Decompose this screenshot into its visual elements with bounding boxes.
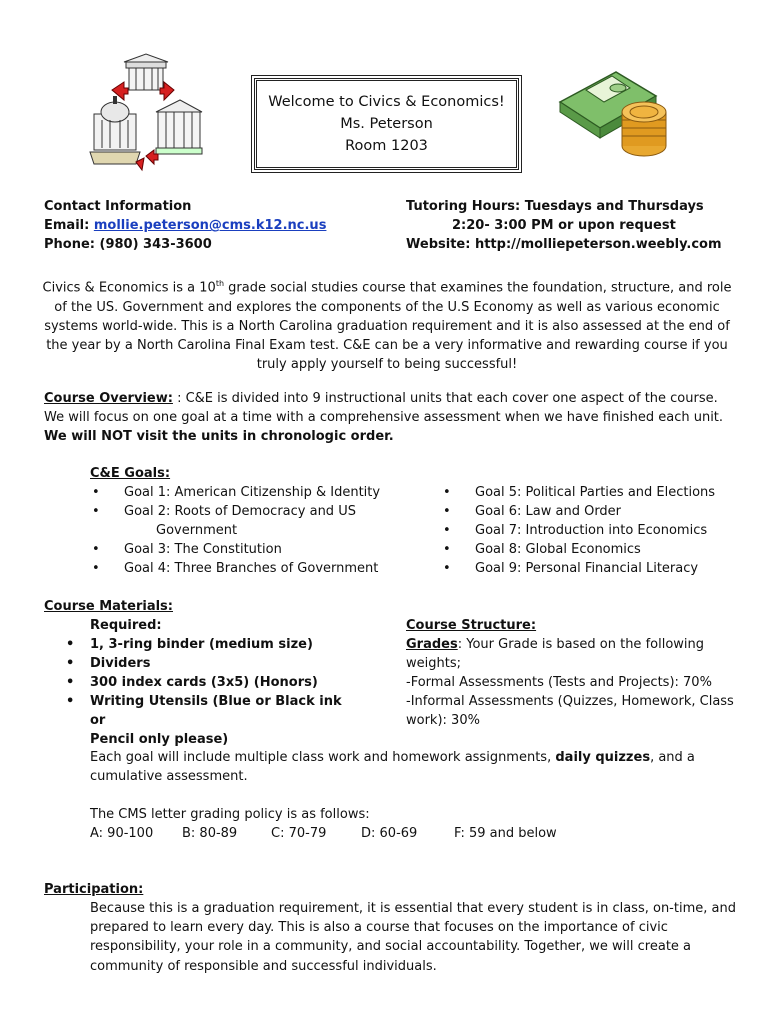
- contact-heading: Contact Information: [44, 199, 192, 214]
- goal-item: [92, 540, 392, 559]
- email-link[interactable]: mollie.peterson@cms.k12.nc.us: [93, 218, 327, 233]
- intro-superscript: th: [215, 279, 225, 288]
- informal-assessments: -Informal Assessments (Quizzes, Homework, Class: [406, 694, 734, 709]
- materials-heading: Course Materials:: [44, 599, 173, 614]
- goal-5: Goal 5: Political Parties and Elections: [475, 485, 716, 500]
- assignments-text-end: , and a cumulative assessment.: [90, 750, 695, 785]
- participation-heading: Participation:: [44, 882, 144, 897]
- intro-text-rest: grade social studies course that examines the foundation, structure, and role of the US. Government and explores the components of the U.S Economy as well as various economic systems world-wide. This is a North Carolina graduation requirement and it is also assessed at the end of the year by a North Carolina Final Exam test. C&E can be a very informative and rewarding course if you truly apply yourself to being successful!: [44, 280, 732, 373]
- structure-heading: Course Structure:: [406, 618, 537, 633]
- assignments-text: Each goal will include multiple class work and homework assignments,: [90, 750, 556, 765]
- goal-item: [92, 502, 392, 540]
- goal-1: Goal 1: American Citizenship & Identity: [124, 485, 381, 500]
- goal-9: Goal 9: Personal Financial Literacy: [475, 561, 699, 576]
- grades-text: : Your Grade is based on the following: [457, 637, 705, 652]
- material-item: [66, 635, 356, 654]
- participation-text: Because this is a graduation requirement, it is essential that every student is in class, on-time, and prepared to learn every day. This is also a course that focuses on the importance of civic responsibility, your role in a community, and social accountability. Together, we will create a community of responsible and successful individuals.: [90, 901, 736, 974]
- overview-text: : C&E is divided into 9 instructional units that each cover one aspect of the course. We will focus on one goal at a time with a comprehensive assessment when we have finished each unit.: [44, 391, 724, 426]
- goal-7: Goal 7: Introduction into Economics: [475, 523, 708, 538]
- grade-a: A: 90-100: [90, 826, 154, 841]
- goal-item: [92, 559, 392, 578]
- weights-line: weights;: [406, 656, 461, 671]
- goals-heading: C&E Goals:: [90, 466, 171, 481]
- material-utensils-cont: Pencil only please): [90, 732, 229, 747]
- website-label: Website:: [406, 237, 475, 252]
- room-number: Room 1203: [345, 138, 428, 154]
- goal-item: [443, 559, 743, 578]
- intro-text-start: Civics & Economics is a 10: [42, 280, 216, 296]
- goals-list-right: [443, 483, 743, 578]
- goal-8: Goal 8: Global Economics: [475, 542, 641, 557]
- course-overview: [44, 389, 724, 447]
- formal-assessments: -Formal Assessments (Tests and Projects): 70%: [406, 675, 712, 690]
- phone-line: [44, 235, 326, 254]
- assignments-paragraph: [90, 748, 720, 786]
- material-item: [66, 692, 356, 749]
- goal-item: [443, 521, 743, 540]
- teacher-name: Ms. Peterson: [340, 116, 433, 132]
- intro-paragraph: [42, 274, 732, 374]
- email-label: Email:: [44, 218, 94, 233]
- money-stack-image: [556, 62, 670, 162]
- tutoring-hours: Tutoring Hours: Tuesdays and Thursdays: [406, 199, 704, 214]
- materials-required: Required:: [90, 618, 162, 633]
- website-line: [406, 235, 722, 254]
- grade-f: F: 59 and below: [454, 826, 557, 841]
- material-item: [66, 654, 356, 673]
- material-binder: 1, 3-ring binder (medium size): [90, 637, 313, 652]
- phone-number: (980) 343-3600: [99, 237, 212, 252]
- grade-b: B: 80-89: [182, 826, 238, 841]
- capitol-buildings-image: [84, 52, 204, 172]
- grades-label: Grades: [406, 637, 458, 652]
- goal-item: [443, 483, 743, 502]
- title-box: [254, 78, 519, 170]
- grade-d: D: 60-69: [361, 826, 418, 841]
- goal-4: Goal 4: Three Branches of Government: [124, 561, 379, 576]
- informal-assessments-cont: work): 30%: [406, 713, 480, 728]
- material-index-cards: 300 index cards (3x5) (Honors): [90, 675, 318, 690]
- material-item: [66, 673, 356, 692]
- contact-info: [44, 197, 326, 254]
- goal-2: Goal 2: Roots of Democracy and US: [124, 504, 356, 519]
- grades-line: [406, 635, 736, 654]
- overview-bold-note: We will NOT visit the units in chronologic order.: [44, 429, 394, 445]
- overview-heading: Course Overview:: [44, 391, 173, 406]
- course-structure: [406, 616, 736, 730]
- materials-list: [66, 635, 356, 749]
- grade-c: C: 70-79: [271, 826, 327, 841]
- goals-list-left: [92, 483, 392, 578]
- goal-item: [443, 502, 743, 521]
- email-line: [44, 216, 326, 235]
- daily-quizzes: daily quizzes: [555, 750, 651, 765]
- phone-label: Phone:: [44, 237, 100, 252]
- goal-item: [443, 540, 743, 559]
- page-title: Welcome to Civics & Economics!: [268, 94, 505, 110]
- material-dividers: Dividers: [90, 656, 151, 671]
- goal-3: Goal 3: The Constitution: [124, 542, 282, 557]
- tutoring-info: [406, 197, 722, 254]
- goal-item: [92, 483, 392, 502]
- website-url[interactable]: http://molliepeterson.weebly.com: [474, 237, 722, 252]
- material-utensils: Writing Utensils (Blue or Black ink or: [90, 694, 342, 728]
- grading-intro: The CMS letter grading policy is as follows:: [90, 807, 370, 822]
- goal-6: Goal 6: Law and Order: [475, 504, 622, 519]
- goal-2-continuation: Government: [156, 523, 238, 538]
- tutoring-times: 2:20- 3:00 PM or upon request: [452, 218, 676, 233]
